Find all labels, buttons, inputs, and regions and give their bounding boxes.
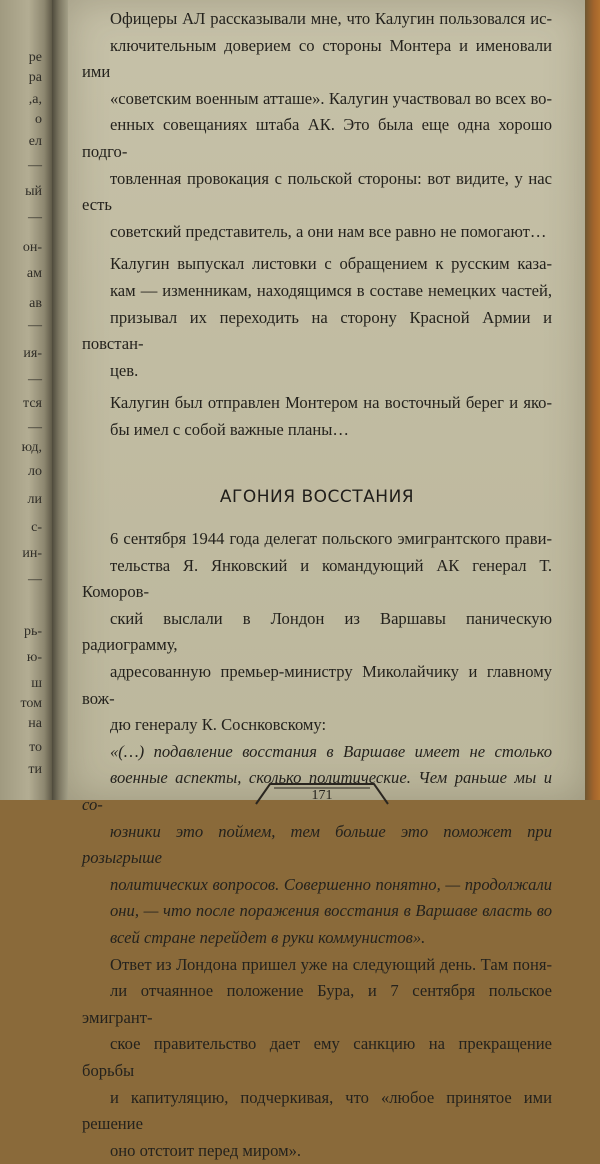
left-page-fragment: ,а,	[28, 92, 42, 107]
left-page-fragment: ра	[28, 70, 42, 85]
page-text	[82, 6, 552, 1164]
book-page	[68, 0, 585, 1160]
left-page-fragment: том	[20, 696, 42, 711]
left-page-fragment: то	[29, 740, 42, 755]
left-page-fragment: тся	[23, 396, 42, 411]
left-page-fragment: он-	[22, 240, 42, 255]
left-page-fragment: ел	[28, 134, 42, 149]
left-page-fragment: на	[28, 716, 42, 731]
left-page-fragment: юд,	[21, 440, 42, 455]
left-page-fragment: ли	[27, 492, 42, 507]
left-page-fragment: —	[28, 210, 42, 225]
paragraph-2: Калугин выпускал листовки с обращением к русским каза- кам — изменникам, находящимся в составе немецких частей, призывал их переходить на сторону Красной Армии и повстан- цев.	[82, 254, 552, 380]
left-page-fragment: —	[28, 572, 42, 587]
left-page-fragment: ия-	[23, 346, 42, 361]
left-page-edge	[0, 0, 52, 800]
page-number: 171	[311, 788, 333, 803]
left-page-fragment: ре	[28, 50, 42, 65]
left-page-fragment: ам	[26, 266, 42, 281]
page-number-ornament	[256, 782, 388, 808]
left-page-fragment: ло	[28, 464, 42, 479]
left-page-fragment: ин-	[22, 546, 42, 561]
left-page-fragment: ш	[31, 676, 42, 691]
left-page-fragment: ый	[25, 184, 42, 199]
paragraph-4: 6 сентября 1944 года делегат польского эмигрантского прави- тельства Я. Янковский и командующий АК генерал Т. Коморов- ский выслали в Лондон из Варшавы паническую радиограмму, адресованную премьер-министру Миколайчику и главному вож- дю генералу К. Соснковскому:	[82, 529, 552, 735]
section-heading: АГОНИЯ ВОССТАНИЯ	[219, 486, 415, 507]
left-page-fragment: ав	[29, 296, 42, 311]
left-page-fragment: —	[28, 318, 42, 333]
left-page-fragment: рь-	[23, 624, 42, 639]
book-gutter	[52, 0, 68, 800]
paragraph-1: Офицеры АЛ рассказывали мне, что Калугин пользовался ис- ключительным доверием со стороны Монтера и именовали ими «советским военным атташе». Калугин участвовал во всех во- енных совещаниях штаба АК. Это была еще одна хорошо подго- товленная провокация с польской стороны: вот видите, у нас есть советский представитель, а они нам все равно не помогают…	[82, 9, 552, 241]
left-page-fragment: —	[28, 372, 42, 387]
quotation: «(…) подавление восстания в Варшаве имеет не столько военные аспекты, сколько политические. Чем раньше мы и со- юзники это поймем, тем больше это поможет при розыгрыше политических вопросов. Совершенно понятно, — продолжали они, — что после поражения восстания в Варшаве власть во всей стране перейдет в руки коммунистов».	[82, 741, 552, 947]
book-cover-edge	[585, 0, 600, 800]
left-page-fragment: с-	[31, 520, 42, 535]
left-page-fragment: —	[28, 420, 42, 435]
paragraph-5: Ответ из Лондона пришел уже на следующий день. Там поня- ли отчаянное положение Бура, и 7 сентября польское эмигрант- ское правительство дает ему санкцию на прекращение борьбы и капитуляцию, подчеркивая, что «любое принятое ими решение оно отстоит перед миром».	[82, 954, 552, 1160]
left-page-fragment: —	[28, 158, 42, 173]
left-page-fragment: ти	[28, 762, 42, 777]
left-page-fragment: о	[35, 112, 42, 127]
left-page-fragment: ю-	[26, 650, 42, 665]
paragraph-3: Калугин был отправлен Монтером на восточный берег и яко- бы имел с собой важные планы…	[110, 393, 552, 439]
